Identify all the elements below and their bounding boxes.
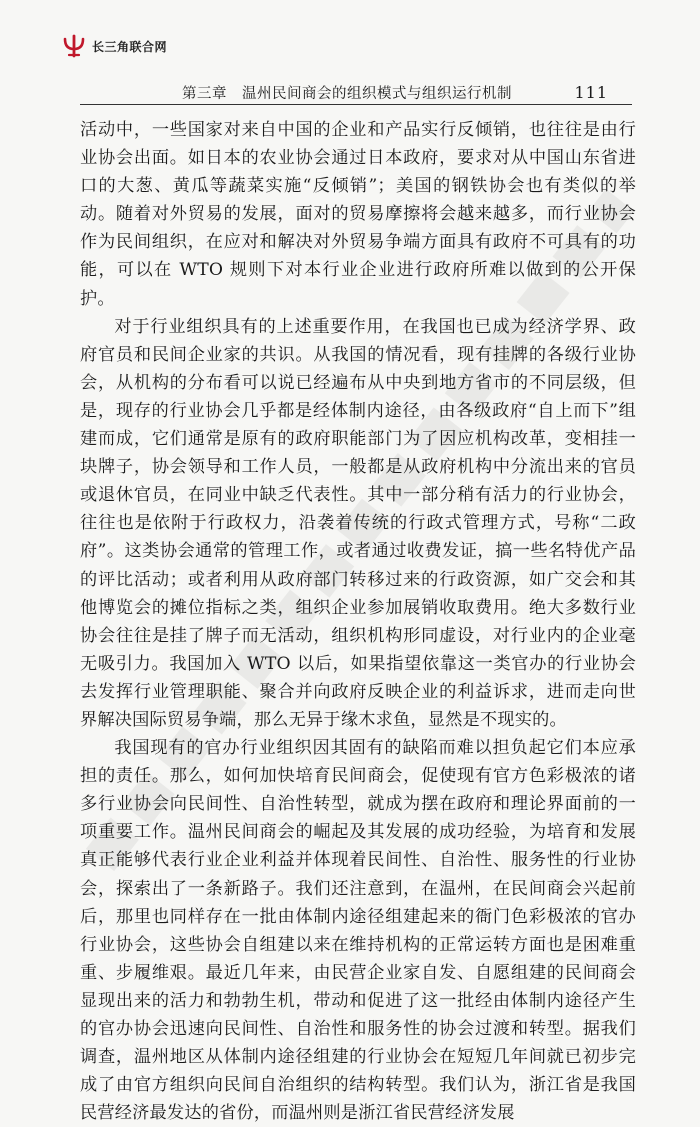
body-text — [80, 116, 636, 1127]
paragraph-1: 活动中，一些国家对来自中国的企业和产品实行反倾销，也往往是由行业协会出面。如日本的农业协会通过日本政府，要求对从中国山东省进口的大葱、黄瓜等蔬菜实施“反倾销”；美国的钢铁协会也有类似的举动。随着对外贸易的发展，面对的贸易摩擦将会越来越多，而行业协会作为民间组织，在应对和解决对外贸易争端方面具有政府不可具有的功能，可以在 WTO 规则下对本行业企业进行政府所难以做到的公开保护。 — [80, 120, 636, 309]
site-logo — [62, 34, 167, 58]
logo-text: 长三角联合网 — [92, 39, 168, 54]
running-head — [182, 82, 608, 103]
paragraph-2: 对于行业组织具有的上述重要作用，在我国也已成为经济学界、政府官员和民间企业家的共识。从我国的情况看，现有挂牌的各级行业协会，从机构的分布看可以说已经遍布从中央到地方省市的不同层级，但是，现存的行业协会几乎都是经体制内途径，由各级政府“自上而下”组建而成，它们通常是原有的政府职能部门为了因应机构改革，变相挂一块牌子，协会领导和工作人员，一般都是从政府机构中分流出来的官员或退休官员，在同业中缺乏代表性。其中一部分稍有活力的行业协会，往往也是依附于行政权力，沿袭着传统的行政式管理方式，号称“二政府”。这类协会通常的管理工作，或者通过收费发证，搞一些名特优产品的评比活动；或者利用从政府部门转移过来的行政资源，如广交会和其他博览会的摊位指标之类，组织企业参加展销收取费用。绝大多数行业协会往往是挂了牌子而无活动，组织机构形同虚设，对行业内的企业毫无吸引力。我国加入 WTO 以后，如果指望依靠这一类官办的行业协会去发挥行业管理职能、聚合并向政府反映企业的利益诉求，进而走向世界解决国际贸易争端，那么无异于缘木求鱼，显然是不现实的。 — [80, 316, 636, 730]
psi-logo-icon — [62, 34, 86, 58]
paragraph-3: 我国现有的官办行业组织因其固有的缺陷而难以担负起它们本应承担的责任。那么，如何加快培育民间商会，促使现有官方色彩极浓的诸多行业协会向民间性、自治性转型，就成为摆在政府和理论界面前的一项重要工作。温州民间商会的崛起及其发展的成功经验，为培育和发展真正能够代表行业企业利益并体现着民间性、自治性、服务性的行业协会，探索出了一条新路子。我们还注意到，在温州，在民间商会兴起前后，那里也同样存在一批由体制内途径组建起来的衙门色彩极浓的官办行业协会，这些协会自组建以来在维持机构的正常运转方面也是困难重重、步履维艰。最近几年来，由民营企业家自发、自愿组建的民间商会显现出来的活力和勃勃生机，带动和促进了这一批经由体制内途径产生的官办协会迅速向民间性、自治性和服务性的协会过渡和转型。据我们调查，温州地区从体制内途径组建的行业协会在短短几年间就已初步完成了由官方组织向民间自治组织的结构转型。我们认为，浙江省是我国民营经济最发达的省份，而温州则是浙江省民营经济发展 — [80, 738, 636, 1124]
chapter-title: 第三章 温州民间商会的组织模式与组织运行机制 — [182, 86, 512, 102]
page-number: 111 — [574, 83, 608, 102]
header-rule — [80, 104, 632, 105]
